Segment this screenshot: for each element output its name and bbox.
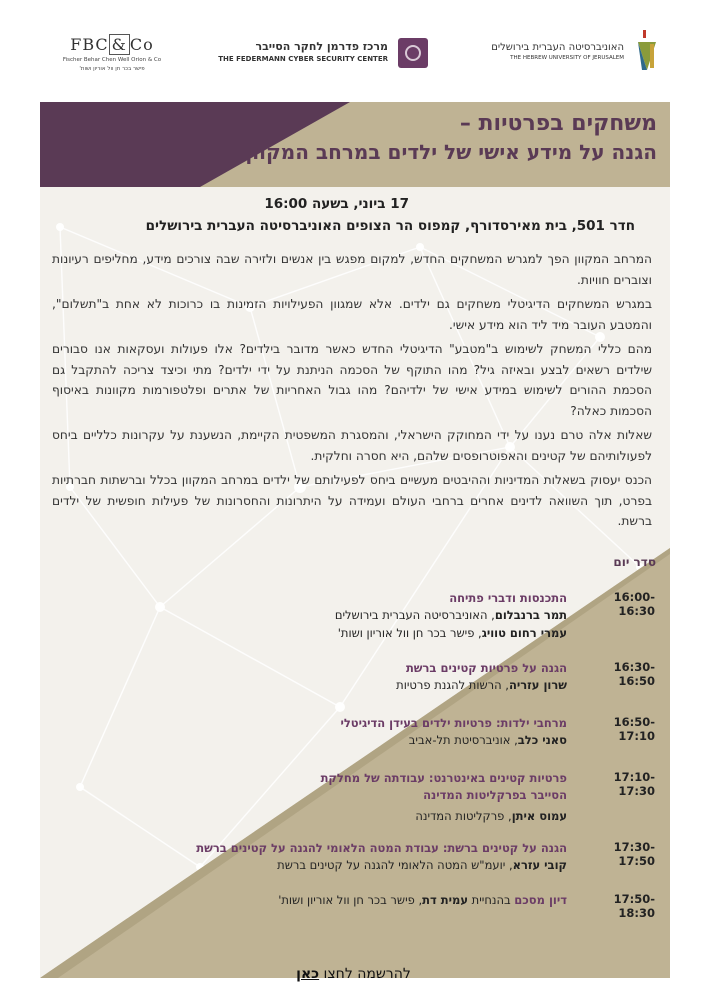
description-paragraph: שאלות אלה טרם נענו על ידי המחוקק הישראלי, והמסגרת המשפטית הקיימת, הנשענת על עקרונות כלליים ביחס לפעולותיהם של קטינים והאפוטרופסים שלהם, היא חסרה וחלקית.: [52, 428, 652, 463]
huji-emblem-icon: [634, 30, 660, 72]
speaker-line: [60, 857, 567, 875]
session-title: פרטיות קטינים באינטרנט: עבודתה של מחלקת הסייבר בפרקליטות המדינה: [320, 771, 567, 802]
schedule-list: [60, 590, 655, 920]
fbc-logo-sub-en: Fischer Behar Chen Well Orion & Co: [62, 57, 162, 63]
session-title: התכנסות ודברי פתיחה: [449, 591, 567, 605]
event-location: חדר 501, בית מאירסדורף, קמפוס הר הצופים האוניברסיטה העברית בירושלים: [145, 218, 635, 234]
page-title: [245, 110, 657, 165]
registration-link[interactable]: כאן: [296, 966, 320, 982]
schedule-item: [60, 590, 655, 650]
fbc-logo-sub-he: פישר בכר חן וול אוריון ושות': [79, 65, 145, 72]
description-paragraph: מהם כללי המשחק לשימוש ב"מטבע" הדיגיטלי החדש כאשר מדובר בילדים? אלו פעולות ועסקאות אנו סבורים שילדים רשאים לבצע ובאיזה גיל? מהו התוקף של הסכמה הניתנת על ידי ילדים? מתי וכיצד צריכה להתקבל גם הסכמת ההורים לשימוש במידע אישי של ילדיהם? מהו גבול האחריות של אתרים ופלטפורמות מקוונות באיסוף הסכמות כאלה?: [52, 342, 652, 418]
session-time: 17:30-17:50: [613, 840, 655, 868]
session-time: 16:30-16:50: [613, 660, 655, 688]
logo-header: [0, 0, 707, 92]
event-date: 17 ביוני, בשעה 16:00: [264, 196, 409, 212]
event-info: [97, 196, 657, 234]
speaker-name: תמר ברנבלום: [494, 608, 567, 622]
speaker-name: סאני כלב: [517, 733, 567, 747]
schedule-item: [60, 770, 655, 840]
description-paragraph: הכנס יעסוק בשאלות המדיניות וההיבטים מעשיים ביחס לפעילותם של ילדים במרחב המקוון בכלל וברשתות חברתיות בפרט, תוך השוואה לדינים אחרים ברחבי העולם ועמידה על היתרונות והחסרונות של פעילות חופשית של ילדים ברשת.: [52, 473, 652, 528]
session-moderator-prefix: בהנחיית: [467, 893, 515, 907]
speaker-name: עמוס איתן: [511, 809, 567, 823]
session-title: דיון מסכם: [514, 893, 567, 907]
session-title: מרחבי ילדות: פרטיות ילדים בעידן הדיגיטלי: [340, 716, 567, 730]
speaker-line: [60, 625, 567, 643]
speaker-affiliation: , פישר בכר חן וול אוריון ושות': [337, 625, 482, 640]
schedule-heading: סדר יום: [613, 555, 656, 569]
schedule-item: [60, 715, 655, 770]
cyber-emblem-icon: [398, 38, 428, 68]
description-paragraph: המרחב המקוון הפך למגרש המשחקים החדש, למקום מפגש בין אנשים ולזירה שבה צורכים מידע, מחליפים רעיונות וצוברים חוויות.: [52, 252, 652, 287]
speaker-line: [60, 808, 567, 826]
cyber-center-name-he: מרכז פדרמן לחקר הסייבר: [255, 40, 388, 53]
description-paragraph: במגרש המשחקים הדיגיטלי משחקים גם ילדים. אלא שמגוון הפעילויות הזמינות בו כרוכות לא אחת ב"תשלום", והמטבע העובר מיד ליד הוא מידע אישי.: [52, 297, 652, 332]
session-title: הגנה על פרטיות קטינים ברשת: [405, 661, 567, 675]
registration-text: להרשמה לחצו: [319, 966, 411, 982]
speaker-name: שרון עזריה: [508, 678, 567, 692]
session-time: 17:10-17:30: [613, 770, 655, 798]
fbc-logo-co: Co: [129, 35, 154, 54]
speaker-line: [60, 677, 567, 695]
fbc-logo: [52, 34, 172, 72]
schedule-item: [60, 892, 655, 920]
moderator-name: עמית דת: [422, 893, 468, 907]
speaker-affiliation: , הרשות להגנת פרטיות: [396, 678, 509, 692]
huji-name-he: האוניברסיטה העברית בירושלים: [491, 42, 624, 53]
session-time: 17:50-18:30: [613, 892, 655, 920]
session-title: הגנה על קטינים ברשת: עבודת המטה הלאומי להגנה על קטינים ברשת: [196, 841, 567, 855]
speaker-name: קובי עזרא: [512, 858, 567, 872]
schedule-item: [60, 840, 655, 892]
fbc-logo-ampersand: &: [109, 34, 130, 55]
moderator-affiliation: , פישר בכר חן וול אוריון ושות': [278, 893, 423, 907]
speaker-affiliation: , יועמ"ש המטה הלאומי להגנה על קטינים ברשת: [277, 858, 513, 872]
speaker-affiliation: , פרקליטות המדינה: [415, 809, 512, 823]
schedule-item: [60, 660, 655, 715]
title-line-2: הגנה על מידע אישי של ילדים במרחב המקוון: [245, 139, 657, 164]
session-time: 16:00-16:30: [613, 590, 655, 618]
huji-name-en: THE HEBREW UNIVERSITY OF JERUSALEM: [510, 55, 624, 61]
cyber-center-name-en: THE FEDERMANN CYBER SECURITY CENTER: [218, 55, 388, 63]
title-line-1: משחקים בפרטיות –: [459, 111, 657, 136]
speaker-affiliation: , אוניברסיטת תל-אביב: [408, 733, 518, 747]
event-description: [52, 249, 652, 536]
session-time: 16:50-17:10: [613, 715, 655, 743]
speaker-affiliation: , האוניברסיטה העברית בירושלים: [334, 608, 495, 622]
speaker-name: עמרי רחום טוויג: [481, 625, 567, 640]
speaker-line: [60, 607, 567, 625]
speaker-line: [60, 732, 567, 750]
registration-line: [0, 966, 707, 982]
fbc-logo-text: FBC: [70, 35, 109, 54]
session-title-line: [60, 892, 567, 910]
